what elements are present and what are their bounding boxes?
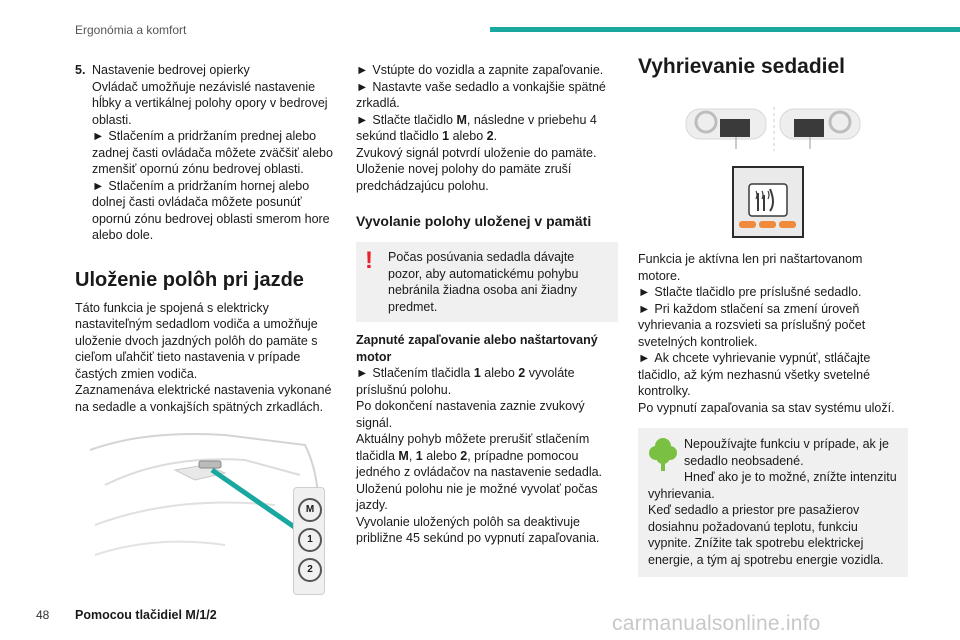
heated-seat-illustration [638, 89, 908, 239]
header-accent-bar [490, 27, 960, 32]
paragraph: Po dokončení nastavenia zaznie zvukový signál. [356, 399, 585, 430]
paragraph: Po vypnutí zapaľovania sa stav systému uloží. [638, 400, 895, 415]
paragraph: Zaznamenáva elektrické nastavenia vykonané na sedadle a vonkajších spätných zrkadlách. [75, 383, 332, 414]
list-item-5 [75, 62, 340, 244]
memory-m-button[interactable]: M [298, 498, 322, 522]
arrow-icon: ► [638, 351, 651, 365]
arrow-icon: ► [356, 63, 369, 77]
eco-leaf-icon [648, 436, 678, 472]
arrow-icon: ► [356, 112, 369, 127]
bullet: ► Pri každom stlačení sa zmení úroveň vyhrievania a rozsvieti sa príslušný počet svetelných kontroliek. [638, 301, 866, 349]
memory-1-button[interactable]: 1 [298, 528, 322, 552]
column-right [638, 55, 908, 577]
exclamation-warning-icon: ! [365, 247, 373, 274]
paragraph: Uloženú polohu nie je možné vyvolať počas jazdy. [356, 481, 598, 512]
bullet: ► Ak chcete vyhrievanie vypnúť, stláčajte tlačidlo, až kým nezhasnú všetky svetelné kontrolky. [638, 351, 871, 398]
bullet: ► Stlačením tlačidla 1 alebo 2 vyvoláte príslušnú polohu. [356, 366, 575, 397]
bullet: ► Stlačte tlačidlo pre príslušné sedadlo. [638, 285, 862, 299]
column-middle [356, 62, 618, 547]
warning-box [356, 242, 618, 322]
arrow-icon: ► [92, 178, 105, 193]
eco-tip-box [638, 428, 908, 577]
item-number: 5. [75, 63, 86, 77]
watermark: carmanualsonline.info [612, 612, 821, 635]
memory-buttons-panel [293, 487, 325, 595]
section-title: Uloženie polôh pri jazde [75, 268, 304, 291]
item-bullet: ► Stlačením a pridržaním prednej alebo zadnej časti ovládača môžete zväčšiť alebo zmenšiť opornú zónu bedrovej oblasti. [92, 129, 333, 176]
warning-text: Počas posúvania sedadla dávajte pozor, aby automatickému pohybu nebránila žiadna osoba ani žiadny predmet. [388, 250, 579, 314]
bullet: ► Stlačte tlačidlo M, následne v priebehu 4 sekúnd tlačidlo 1 alebo 2. [356, 112, 597, 143]
section-title: Vyhrievanie sedadiel [638, 55, 845, 78]
bullet: ► Vstúpte do vozidla a zapnite zapaľovanie. [356, 63, 604, 77]
item-text: Ovládač umožňuje nezávislé nastavenie hĺbky a vertikálnej polohy opory v bedrovej oblasti. [92, 79, 328, 127]
arrow-icon: ► [638, 301, 651, 316]
eco-text: Nepoužívajte funkciu v prípade, ak je sedadlo neobsadené. [684, 437, 889, 468]
bullet: ► Nastavte vaše sedadlo a vonkajšie spätné zrkadlá. [356, 79, 606, 110]
eco-text: Hneď ako je to možné, znížte intenzitu vyhrievania. [648, 470, 897, 501]
paragraph: Táto funkcia je spojená s elektricky nastaviteľným sedadlom vodiča a umožňuje uloženie dvoch jazdných polôh do pamäte s cieľom uľahčiť tieto nastavenia v prípade častých zmien vodiča. [75, 300, 318, 381]
column-left [75, 62, 340, 624]
item-title: Nastavenie bedrovej opierky [92, 63, 250, 77]
eco-text: Keď sedadlo a priestor pre pasažierov dosiahnu požadovanú teplotu, funkciu vypnite. Znížite tak spotrebu elektrickej energie, a tým aj spotrebu energie vozidla. [648, 503, 884, 567]
arrow-icon: ► [638, 285, 651, 299]
arrow-icon: ► [356, 79, 369, 94]
paragraph: Vyvolanie uložených polôh sa deaktivuje približne 45 sekúnd po vypnutí zapaľovania. [356, 514, 600, 545]
memory-2-button[interactable]: 2 [298, 558, 322, 582]
arrow-icon: ► [92, 129, 105, 143]
seat-top-view-illustration [638, 89, 908, 239]
paragraph: Aktuálny pohyb môžete prerušiť stlačením tlačidla M, 1 alebo 2, prípadne pomocou jedného z ovládačov na nastavenie sedadla. [356, 432, 603, 479]
page-number: 48 [36, 608, 50, 622]
header-title: Ergonómia a komfort [75, 23, 187, 37]
paragraph: Funkcia je aktívna len pri naštartovanom motore. [638, 252, 863, 283]
paragraph: Zvukový signál potvrdí uloženie do pamäte. Uloženie novej polohy do pamäte zruší predchádzajúcu polohu. [356, 145, 597, 193]
subsection-title: Vyvolanie polohy uloženej v pamäti [356, 213, 592, 229]
arrow-icon: ► [356, 366, 369, 380]
figure-caption: Pomocou tlačidiel M/1/2 [75, 608, 217, 622]
bold-heading: Zapnuté zapaľovanie alebo naštartovaný motor [356, 333, 598, 364]
seat-memory-illustration [75, 425, 335, 597]
item-bullet: ► Stlačením a pridržaním hornej alebo dolnej časti ovládača môžete posunúť opornú zónu bedrovej oblasti smerom hore alebo dole. [92, 178, 330, 242]
